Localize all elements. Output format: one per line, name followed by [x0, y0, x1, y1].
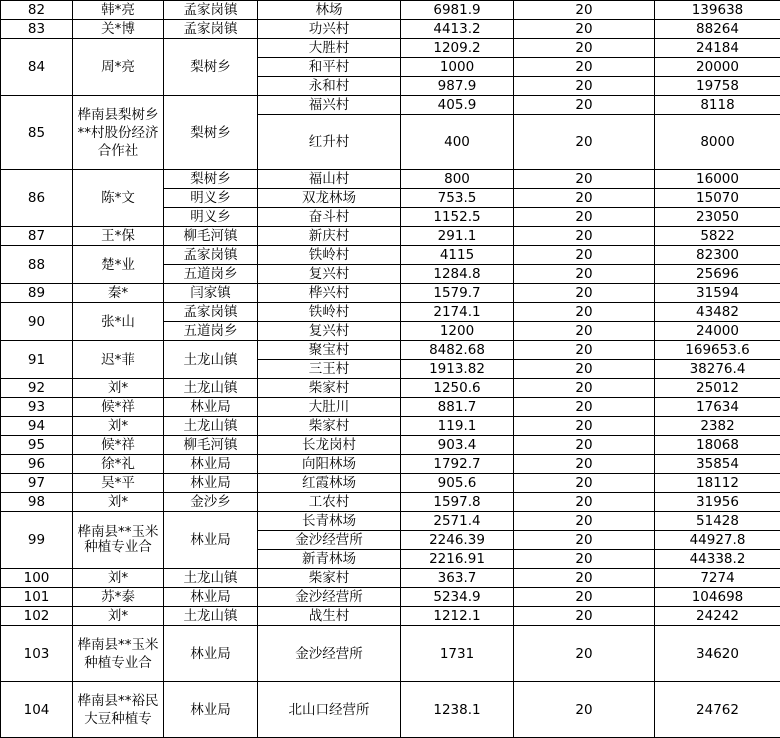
rate-cell: 20 [514, 550, 655, 569]
village-cell: 林场 [258, 1, 401, 20]
row-number: 90 [1, 303, 73, 341]
table-row [1, 20, 780, 39]
amount-cell: 25012 [655, 379, 780, 398]
applicant-name: 刘* [73, 379, 164, 398]
area-cell: 405.9 [401, 96, 514, 115]
amount-cell: 31594 [655, 284, 780, 303]
row-number: 84 [1, 39, 73, 96]
table-row [1, 379, 780, 398]
rate-cell: 20 [514, 682, 655, 738]
village-cell: 桦兴村 [258, 284, 401, 303]
area-cell: 987.9 [401, 77, 514, 96]
town-cell: 土龙山镇 [164, 341, 258, 379]
village-cell: 长青林场 [258, 512, 401, 531]
village-cell: 新庆村 [258, 227, 401, 246]
amount-cell: 18068 [655, 436, 780, 455]
area-cell: 1792.7 [401, 455, 514, 474]
table-row [1, 96, 780, 115]
area-cell: 1212.1 [401, 607, 514, 626]
town-cell: 土龙山镇 [164, 417, 258, 436]
village-cell: 三王村 [258, 360, 401, 379]
rate-cell: 20 [514, 284, 655, 303]
town-cell: 明义乡 [164, 189, 258, 208]
rate-cell: 20 [514, 265, 655, 284]
town-cell: 林业局 [164, 626, 258, 682]
row-number: 99 [1, 512, 73, 569]
village-cell: 柴家村 [258, 417, 401, 436]
rate-cell: 20 [514, 341, 655, 360]
village-cell: 铁岭村 [258, 246, 401, 265]
town-cell: 土龙山镇 [164, 569, 258, 588]
area-cell: 1284.8 [401, 265, 514, 284]
area-cell: 1209.2 [401, 39, 514, 58]
town-cell: 土龙山镇 [164, 379, 258, 398]
area-cell: 4115 [401, 246, 514, 265]
town-cell: 林业局 [164, 474, 258, 493]
area-cell: 4413.2 [401, 20, 514, 39]
row-number: 103 [1, 626, 73, 682]
table-row [1, 341, 780, 360]
village-cell: 双龙林场 [258, 189, 401, 208]
town-cell: 林业局 [164, 455, 258, 474]
applicant-name: 迟*菲 [73, 341, 164, 379]
town-cell: 孟家岗镇 [164, 20, 258, 39]
amount-cell: 31956 [655, 493, 780, 512]
amount-cell: 34620 [655, 626, 780, 682]
area-cell: 1152.5 [401, 208, 514, 227]
area-cell: 800 [401, 170, 514, 189]
row-number: 82 [1, 1, 73, 20]
area-cell: 400 [401, 115, 514, 170]
table-row [1, 682, 780, 738]
amount-cell: 24242 [655, 607, 780, 626]
rate-cell: 20 [514, 607, 655, 626]
village-cell: 聚宝村 [258, 341, 401, 360]
applicant-name: 张*山 [73, 303, 164, 341]
rate-cell: 20 [514, 208, 655, 227]
village-cell: 金沙经营所 [258, 588, 401, 607]
amount-cell: 2382 [655, 417, 780, 436]
amount-cell: 38276.4 [655, 360, 780, 379]
town-cell: 林业局 [164, 588, 258, 607]
rate-cell: 20 [514, 246, 655, 265]
area-cell: 1597.8 [401, 493, 514, 512]
town-cell: 五道岗乡 [164, 265, 258, 284]
village-cell: 柴家村 [258, 569, 401, 588]
area-cell: 2216.91 [401, 550, 514, 569]
amount-cell: 23050 [655, 208, 780, 227]
table-row [1, 436, 780, 455]
village-cell: 长龙岗村 [258, 436, 401, 455]
applicant-name: 刘* [73, 493, 164, 512]
village-cell: 大肚川 [258, 398, 401, 417]
rate-cell: 20 [514, 77, 655, 96]
applicant-name: 楚*业 [73, 246, 164, 284]
table-row [1, 39, 780, 58]
area-cell: 2571.4 [401, 512, 514, 531]
village-cell: 红霞林场 [258, 474, 401, 493]
row-number: 92 [1, 379, 73, 398]
row-number: 86 [1, 170, 73, 227]
rate-cell: 20 [514, 39, 655, 58]
area-cell: 119.1 [401, 417, 514, 436]
applicant-name: 吴*平 [73, 474, 164, 493]
village-cell: 福兴村 [258, 96, 401, 115]
table-row [1, 455, 780, 474]
applicant-name: 关*博 [73, 20, 164, 39]
area-cell: 1200 [401, 322, 514, 341]
village-cell: 红升村 [258, 115, 401, 170]
village-cell: 金沙经营所 [258, 531, 401, 550]
amount-cell: 18112 [655, 474, 780, 493]
row-number: 85 [1, 96, 73, 170]
amount-cell: 20000 [655, 58, 780, 77]
row-number: 94 [1, 417, 73, 436]
rate-cell: 20 [514, 20, 655, 39]
table-row [1, 569, 780, 588]
table-row [1, 493, 780, 512]
rate-cell: 20 [514, 569, 655, 588]
area-cell: 1731 [401, 626, 514, 682]
rate-cell: 20 [514, 379, 655, 398]
town-cell: 孟家岗镇 [164, 246, 258, 265]
applicant-name: 桦南县梨树乡**村股份经济合作社 [73, 96, 164, 170]
rate-cell: 20 [514, 303, 655, 322]
amount-cell: 24000 [655, 322, 780, 341]
amount-cell: 25696 [655, 265, 780, 284]
table-row [1, 588, 780, 607]
table-row [1, 284, 780, 303]
area-cell: 1250.6 [401, 379, 514, 398]
row-number: 88 [1, 246, 73, 284]
amount-cell: 51428 [655, 512, 780, 531]
town-cell: 五道岗乡 [164, 322, 258, 341]
town-cell: 明义乡 [164, 208, 258, 227]
village-cell: 永和村 [258, 77, 401, 96]
village-cell: 工农村 [258, 493, 401, 512]
rate-cell: 20 [514, 322, 655, 341]
applicant-name: 刘* [73, 569, 164, 588]
town-cell: 金沙乡 [164, 493, 258, 512]
area-cell: 8482.68 [401, 341, 514, 360]
village-cell: 向阳林场 [258, 455, 401, 474]
amount-cell: 16000 [655, 170, 780, 189]
table-row [1, 512, 780, 531]
town-cell: 孟家岗镇 [164, 303, 258, 322]
village-cell: 柴家村 [258, 379, 401, 398]
town-cell: 林业局 [164, 398, 258, 417]
rate-cell: 20 [514, 493, 655, 512]
town-cell: 林业局 [164, 682, 258, 738]
row-number: 89 [1, 284, 73, 303]
village-cell: 战生村 [258, 607, 401, 626]
table-row [1, 398, 780, 417]
town-cell: 梨树乡 [164, 39, 258, 96]
row-number: 93 [1, 398, 73, 417]
applicant-name: 周*亮 [73, 39, 164, 96]
area-cell: 881.7 [401, 398, 514, 417]
table-row [1, 1, 780, 20]
village-cell: 金沙经营所 [258, 626, 401, 682]
applicant-name: 韩*亮 [73, 1, 164, 20]
area-cell: 291.1 [401, 227, 514, 246]
area-cell: 2246.39 [401, 531, 514, 550]
rate-cell: 20 [514, 474, 655, 493]
applicant-name: 桦南县**裕民大豆种植专 [73, 682, 164, 738]
rate-cell: 20 [514, 398, 655, 417]
applicant-name: 刘* [73, 417, 164, 436]
village-cell: 大胜村 [258, 39, 401, 58]
rate-cell: 20 [514, 512, 655, 531]
area-cell: 1913.82 [401, 360, 514, 379]
town-cell: 柳毛河镇 [164, 227, 258, 246]
amount-cell: 104698 [655, 588, 780, 607]
rate-cell: 20 [514, 227, 655, 246]
town-cell: 土龙山镇 [164, 607, 258, 626]
rate-cell: 20 [514, 531, 655, 550]
table-row [1, 474, 780, 493]
row-number: 104 [1, 682, 73, 738]
rate-cell: 20 [514, 1, 655, 20]
amount-cell: 44338.2 [655, 550, 780, 569]
table-row [1, 607, 780, 626]
town-cell: 柳毛河镇 [164, 436, 258, 455]
amount-cell: 19758 [655, 77, 780, 96]
area-cell: 905.6 [401, 474, 514, 493]
rate-cell: 20 [514, 417, 655, 436]
village-cell: 福山村 [258, 170, 401, 189]
village-cell: 复兴村 [258, 322, 401, 341]
village-cell: 复兴村 [258, 265, 401, 284]
row-number: 101 [1, 588, 73, 607]
amount-cell: 139638 [655, 1, 780, 20]
applicant-name: 候*祥 [73, 398, 164, 417]
applicant-name: 陈*文 [73, 170, 164, 227]
village-cell: 铁岭村 [258, 303, 401, 322]
applicant-name: 刘* [73, 607, 164, 626]
row-number: 87 [1, 227, 73, 246]
village-cell: 功兴村 [258, 20, 401, 39]
rate-cell: 20 [514, 189, 655, 208]
town-cell: 孟家岗镇 [164, 1, 258, 20]
applicant-name: 桦南县**玉米种植专业合 [73, 626, 164, 682]
amount-cell: 7274 [655, 569, 780, 588]
amount-cell: 82300 [655, 246, 780, 265]
table-row [1, 626, 780, 682]
applicant-name: 候*祥 [73, 436, 164, 455]
area-cell: 363.7 [401, 569, 514, 588]
area-cell: 753.5 [401, 189, 514, 208]
table-row [1, 170, 780, 189]
rate-cell: 20 [514, 115, 655, 170]
rate-cell: 20 [514, 170, 655, 189]
rate-cell: 20 [514, 455, 655, 474]
rate-cell: 20 [514, 436, 655, 455]
table-row [1, 417, 780, 436]
row-number: 100 [1, 569, 73, 588]
row-number: 91 [1, 341, 73, 379]
amount-cell: 15070 [655, 189, 780, 208]
rate-cell: 20 [514, 96, 655, 115]
rate-cell: 20 [514, 588, 655, 607]
row-number: 97 [1, 474, 73, 493]
table-row [1, 246, 780, 265]
town-cell: 梨树乡 [164, 96, 258, 170]
area-cell: 6981.9 [401, 1, 514, 20]
area-cell: 1579.7 [401, 284, 514, 303]
applicant-name: 徐*礼 [73, 455, 164, 474]
town-cell: 林业局 [164, 512, 258, 569]
row-number: 96 [1, 455, 73, 474]
amount-cell: 8000 [655, 115, 780, 170]
area-cell: 1238.1 [401, 682, 514, 738]
village-cell: 奋斗村 [258, 208, 401, 227]
area-cell: 903.4 [401, 436, 514, 455]
amount-cell: 5822 [655, 227, 780, 246]
table-row [1, 227, 780, 246]
table-row [1, 303, 780, 322]
amount-cell: 8118 [655, 96, 780, 115]
amount-cell: 44927.8 [655, 531, 780, 550]
area-cell: 5234.9 [401, 588, 514, 607]
row-number: 102 [1, 607, 73, 626]
applicant-name: 秦* [73, 284, 164, 303]
amount-cell: 169653.6 [655, 341, 780, 360]
row-number: 98 [1, 493, 73, 512]
row-number: 95 [1, 436, 73, 455]
applicant-name: 苏*泰 [73, 588, 164, 607]
amount-cell: 17634 [655, 398, 780, 417]
amount-cell: 35854 [655, 455, 780, 474]
amount-cell: 88264 [655, 20, 780, 39]
village-cell: 北山口经营所 [258, 682, 401, 738]
rate-cell: 20 [514, 360, 655, 379]
amount-cell: 43482 [655, 303, 780, 322]
row-number: 83 [1, 20, 73, 39]
area-cell: 2174.1 [401, 303, 514, 322]
area-cell: 1000 [401, 58, 514, 77]
amount-cell: 24762 [655, 682, 780, 738]
rate-cell: 20 [514, 626, 655, 682]
rate-cell: 20 [514, 58, 655, 77]
amount-cell: 24184 [655, 39, 780, 58]
applicant-name: 桦南县**玉米种植专业合 [73, 512, 164, 569]
town-cell: 梨树乡 [164, 170, 258, 189]
town-cell: 闫家镇 [164, 284, 258, 303]
village-cell: 和平村 [258, 58, 401, 77]
applicant-name: 王*保 [73, 227, 164, 246]
village-cell: 新青林场 [258, 550, 401, 569]
